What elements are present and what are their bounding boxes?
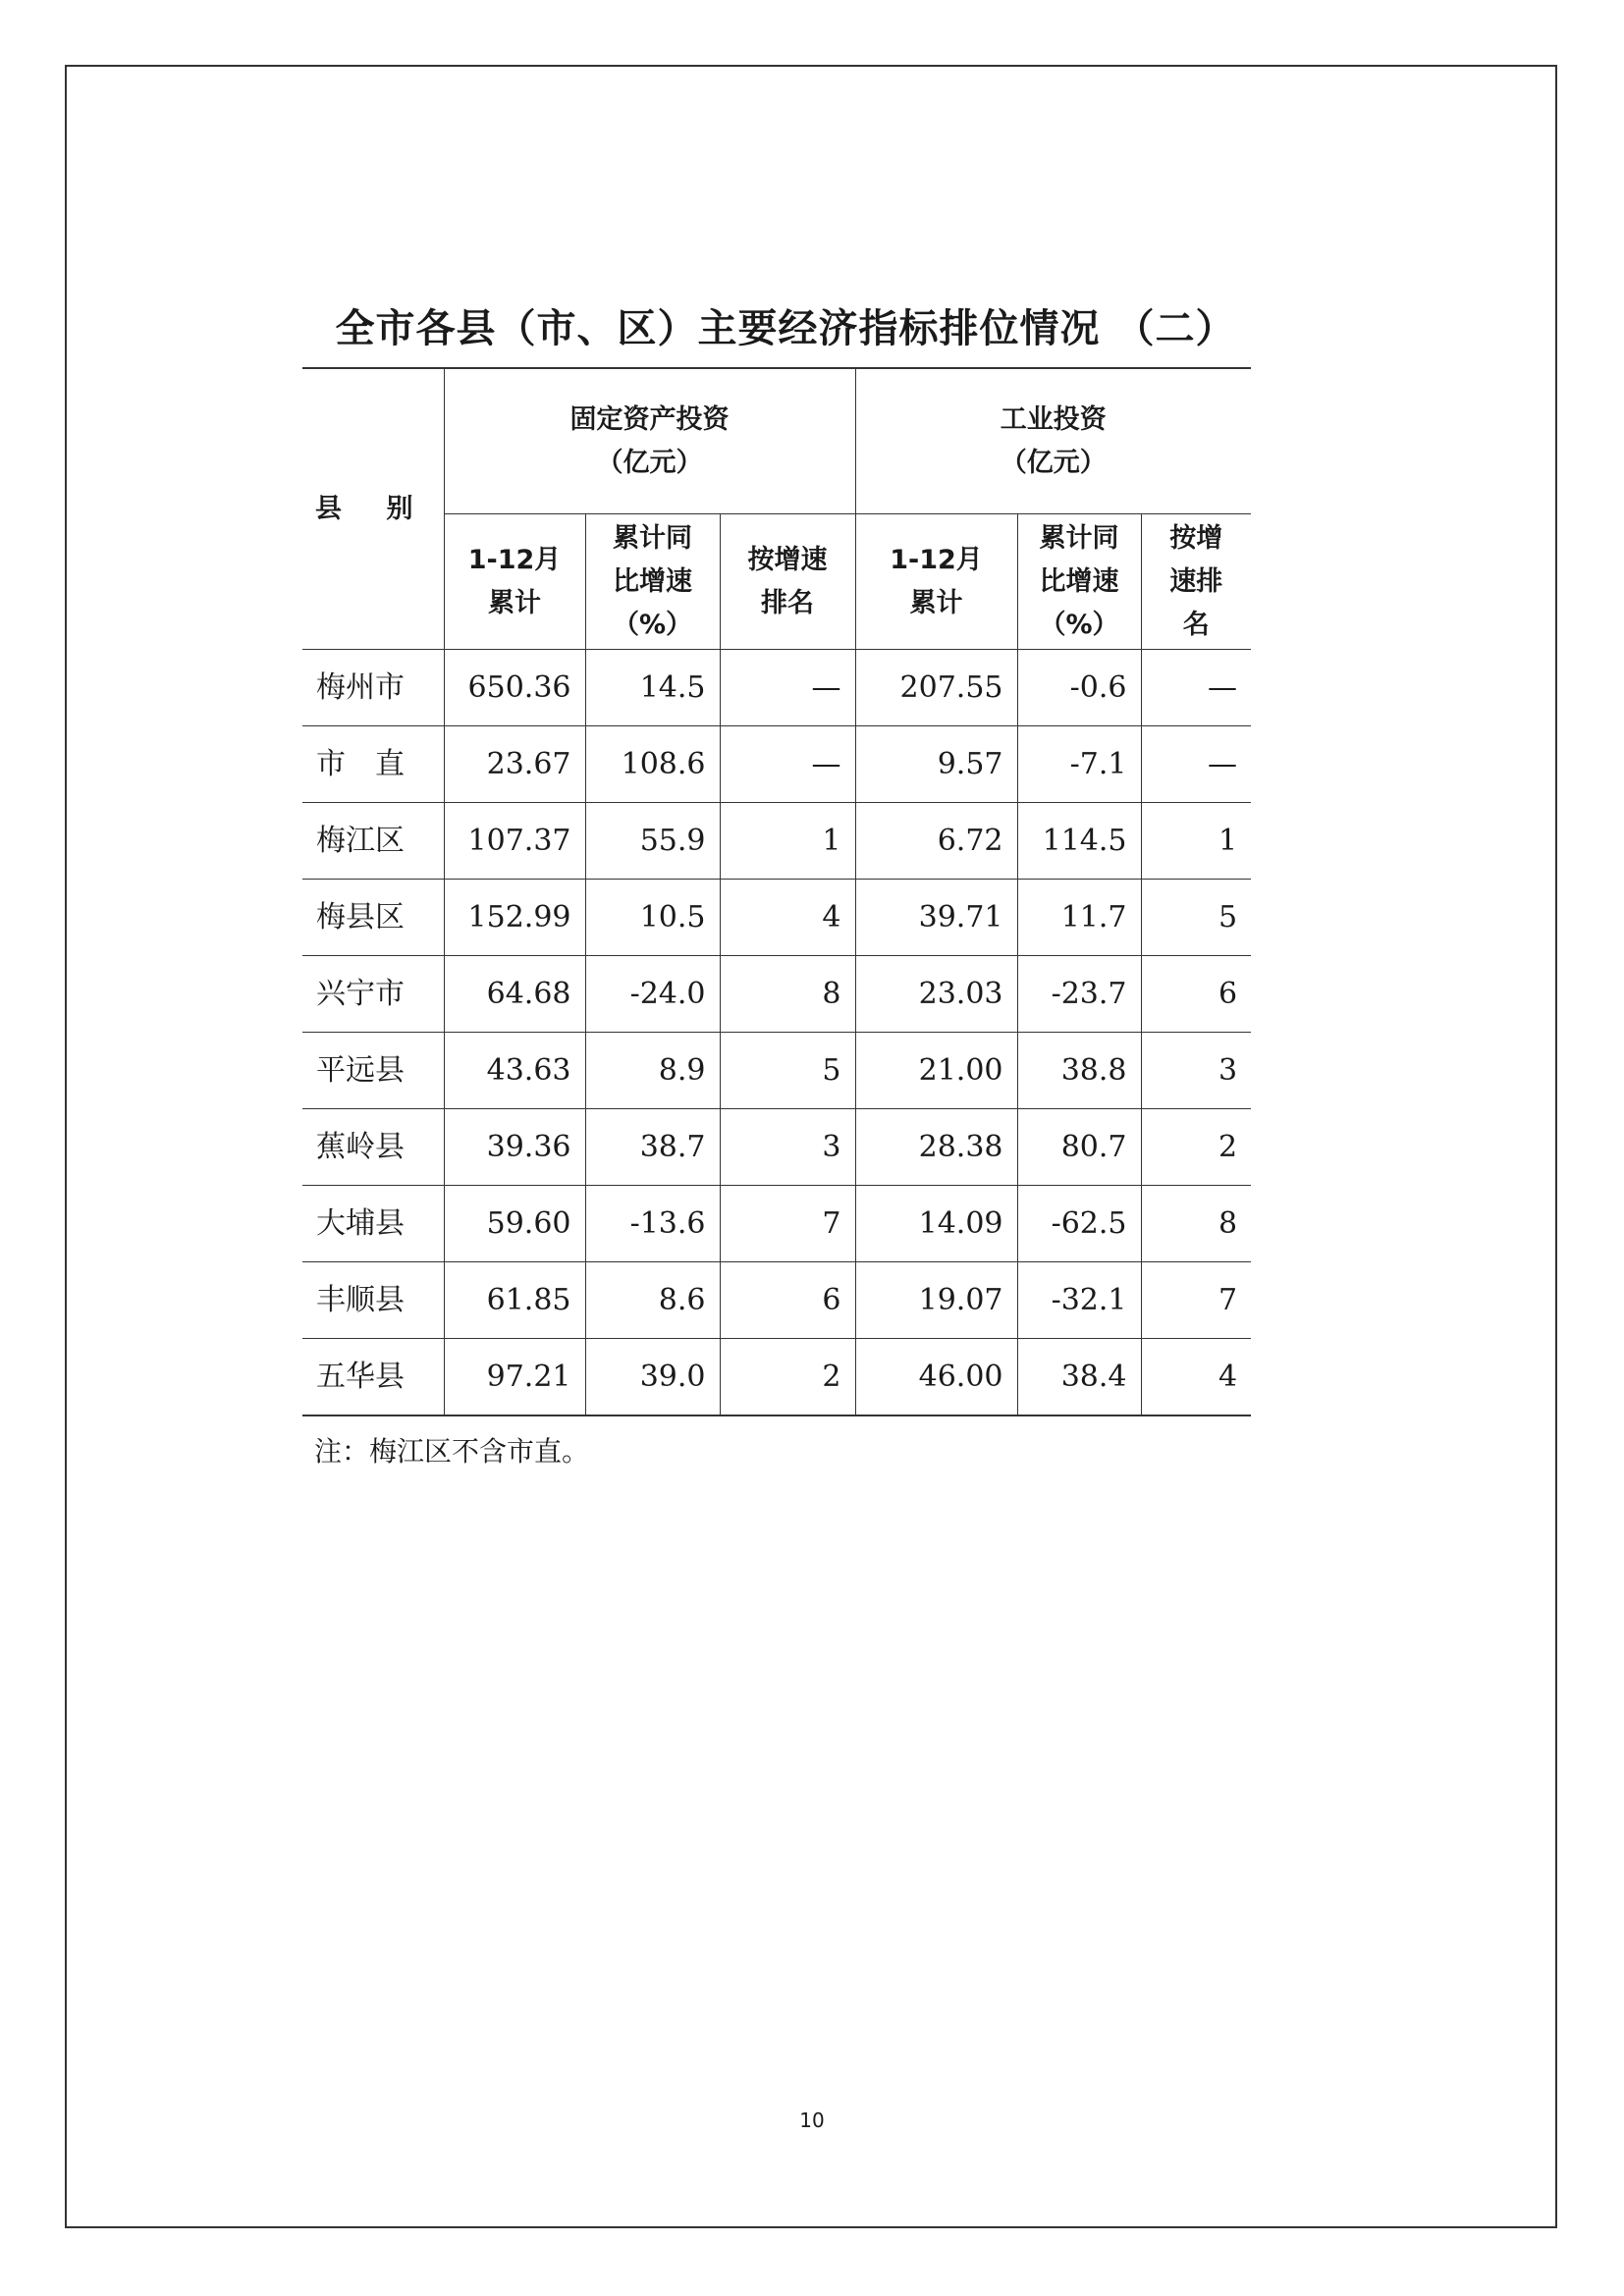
fixed-rank-cell: 3 xyxy=(720,1109,855,1186)
fixed-growth-cell: -13.6 xyxy=(585,1186,720,1262)
industrial-growth-cell: -0.6 xyxy=(1017,650,1141,726)
industrial-growth-cell: -7.1 xyxy=(1017,726,1141,803)
fixed-rank-cell: 4 xyxy=(720,880,855,956)
industrial-total-cell: 28.38 xyxy=(855,1109,1017,1186)
page-number: 10 xyxy=(799,2109,825,2132)
industrial-rank-cell: 4 xyxy=(1141,1339,1251,1416)
region-cell: 兴宁市 xyxy=(302,956,444,1033)
fixed-growth-cell: -24.0 xyxy=(585,956,720,1033)
industrial-total-cell: 6.72 xyxy=(855,803,1017,880)
table-row xyxy=(302,1262,1251,1339)
region-cell: 平远县 xyxy=(302,1033,444,1109)
region-cell: 梅州市 xyxy=(302,650,444,726)
fixed-cumulative-header: 1-12月 累计 xyxy=(444,514,585,650)
fixed-growth-cell: 8.9 xyxy=(585,1033,720,1109)
table-footnote: 注：梅江区不含市直。 xyxy=(314,1435,590,1468)
fixed-total-cell: 97.21 xyxy=(444,1339,585,1416)
industrial-rank-cell: 2 xyxy=(1141,1109,1251,1186)
fixed-rank-cell: — xyxy=(720,726,855,803)
industrial-growth-cell: 80.7 xyxy=(1017,1109,1141,1186)
industrial-growth-cell: 38.4 xyxy=(1017,1339,1141,1416)
industrial-total-cell: 23.03 xyxy=(855,956,1017,1033)
industrial-total-cell: 46.00 xyxy=(855,1339,1017,1416)
table-row xyxy=(302,726,1251,803)
region-cell: 大埔县 xyxy=(302,1186,444,1262)
region-cell: 梅江区 xyxy=(302,803,444,880)
indicator-table xyxy=(302,367,1251,1416)
region-cell: 丰顺县 xyxy=(302,1262,444,1339)
industrial-group-header: 工业投资 （亿元） xyxy=(855,368,1251,514)
fixed-rank-cell: 8 xyxy=(720,956,855,1033)
industrial-total-cell: 21.00 xyxy=(855,1033,1017,1109)
table-row xyxy=(302,1109,1251,1186)
industrial-rank-cell: 6 xyxy=(1141,956,1251,1033)
fixed-growth-cell: 108.6 xyxy=(585,726,720,803)
industrial-total-cell: 207.55 xyxy=(855,650,1017,726)
industrial-cumulative-header: 1-12月 累计 xyxy=(855,514,1017,650)
table-row xyxy=(302,956,1251,1033)
industrial-growth-cell: -23.7 xyxy=(1017,956,1141,1033)
fixed-growth-cell: 55.9 xyxy=(585,803,720,880)
industrial-total-cell: 19.07 xyxy=(855,1262,1017,1339)
fixed-growth-cell: 38.7 xyxy=(585,1109,720,1186)
fixed-total-cell: 650.36 xyxy=(444,650,585,726)
fixed-total-cell: 107.37 xyxy=(444,803,585,880)
fixed-total-cell: 61.85 xyxy=(444,1262,585,1339)
fixed-rank-cell: 5 xyxy=(720,1033,855,1109)
fixed-asset-group-header: 固定资产投资 （亿元） xyxy=(444,368,855,514)
fixed-growth-cell: 8.6 xyxy=(585,1262,720,1339)
fixed-rank-cell: 2 xyxy=(720,1339,855,1416)
industrial-rank-cell: 1 xyxy=(1141,803,1251,880)
region-cell: 市 直 xyxy=(302,726,444,803)
table-row xyxy=(302,1186,1251,1262)
region-cell: 蕉岭县 xyxy=(302,1109,444,1186)
industrial-rank-cell: — xyxy=(1141,726,1251,803)
fixed-rank-cell: 7 xyxy=(720,1186,855,1262)
table-row xyxy=(302,650,1251,726)
industrial-rank-cell: 5 xyxy=(1141,880,1251,956)
fixed-rank-cell: 1 xyxy=(720,803,855,880)
fixed-growth-cell: 39.0 xyxy=(585,1339,720,1416)
table-row xyxy=(302,803,1251,880)
fixed-total-cell: 23.67 xyxy=(444,726,585,803)
industrial-total-cell: 14.09 xyxy=(855,1186,1017,1262)
page-title: 全市各县（市、区）主要经济指标排位情况 （二） xyxy=(335,306,1236,351)
fixed-rank-header: 按增速 排名 xyxy=(720,514,855,650)
fixed-growth-cell: 10.5 xyxy=(585,880,720,956)
fixed-rank-cell: — xyxy=(720,650,855,726)
table-row xyxy=(302,1033,1251,1109)
industrial-rank-cell: 7 xyxy=(1141,1262,1251,1339)
fixed-total-cell: 64.68 xyxy=(444,956,585,1033)
region-column-header: 县 别 xyxy=(302,368,444,650)
industrial-growth-cell: -32.1 xyxy=(1017,1262,1141,1339)
industrial-growth-cell: 114.5 xyxy=(1017,803,1141,880)
industrial-rank-cell: 3 xyxy=(1141,1033,1251,1109)
industrial-total-cell: 9.57 xyxy=(855,726,1017,803)
fixed-rank-cell: 6 xyxy=(720,1262,855,1339)
fixed-total-cell: 43.63 xyxy=(444,1033,585,1109)
industrial-rank-cell: — xyxy=(1141,650,1251,726)
industrial-growth-cell: 38.8 xyxy=(1017,1033,1141,1109)
industrial-growth-cell: 11.7 xyxy=(1017,880,1141,956)
industrial-rank-header: 按增 速排 名 xyxy=(1141,514,1251,650)
industrial-growth-header: 累计同 比增速 （%） xyxy=(1017,514,1141,650)
fixed-total-cell: 59.60 xyxy=(444,1186,585,1262)
industrial-total-cell: 39.71 xyxy=(855,880,1017,956)
industrial-rank-cell: 8 xyxy=(1141,1186,1251,1262)
industrial-growth-cell: -62.5 xyxy=(1017,1186,1141,1262)
fixed-total-cell: 39.36 xyxy=(444,1109,585,1186)
table-row xyxy=(302,1339,1251,1416)
region-cell: 梅县区 xyxy=(302,880,444,956)
fixed-total-cell: 152.99 xyxy=(444,880,585,956)
region-cell: 五华县 xyxy=(302,1339,444,1416)
table-row xyxy=(302,880,1251,956)
fixed-growth-cell: 14.5 xyxy=(585,650,720,726)
fixed-growth-header: 累计同 比增速 （%） xyxy=(585,514,720,650)
